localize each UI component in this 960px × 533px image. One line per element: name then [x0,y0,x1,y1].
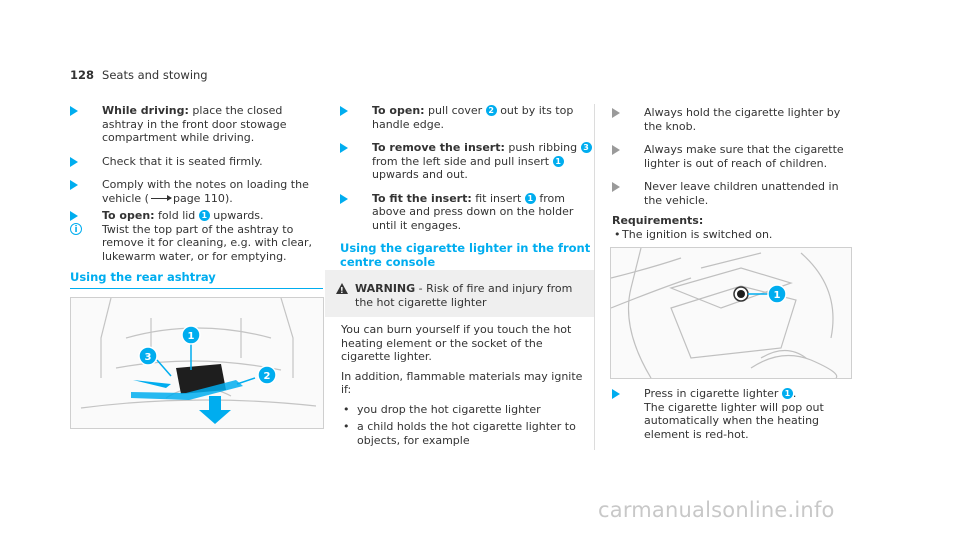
column-2 [340,104,595,242]
step-arrow-icon [70,180,78,190]
warning-box [325,270,594,450]
step-arrow-icon [70,106,78,116]
step-to-open-ashtray: To open: fold lid 1 upwards. [70,209,325,223]
warning-label: WARNING [355,282,416,295]
svg-text:1: 1 [187,331,195,342]
warning-left-divider [594,104,595,450]
callout-badge: 2 [486,105,497,116]
step-arrow-icon [70,211,78,221]
column-3-step [612,387,847,441]
step-arrow-icon [612,108,620,118]
callout-badge: 1 [525,193,536,204]
warning-paragraph: In addition, flammable materials may ignite if: [341,369,583,396]
svg-text:3: 3 [144,352,152,363]
step-while-driving: While driving: place the closed ashtray in the front door stowage compartment while driving. [70,104,325,145]
warning-body [325,317,594,447]
section-rear-ashtray [70,270,323,289]
callout-badge: 1 [199,210,210,221]
section-name: Seats and stowing [102,68,208,82]
callout-2-icon [258,366,276,384]
page-reference-arrow-icon [151,198,171,199]
page-reference-link[interactable]: page 110 [172,191,225,205]
step-arrow-icon [70,157,78,167]
warning-paragraph: You can burn yourself if you touch the hot heating element or the socket of the cigarette lighter. [341,323,572,363]
step-arrow-icon [340,106,348,116]
section-title: Using the rear ashtray [70,270,323,289]
warning-triangle-icon [336,283,348,294]
column-3 [612,106,847,217]
warning-header: ! WARNING - Risk of fire and injury from the hot cigarette lighter [325,270,594,317]
cigarette-lighter-drawing [611,248,851,378]
info-note: i Twist the top part of the ashtray to remove it for cleaning, e.g. with clear, lukewarm water, or for emptying. [70,223,325,264]
callout-badge: 3 [581,142,592,153]
page-number: 128 [70,68,95,82]
warning-step: Never leave children unattended in the vehicle. [612,180,847,207]
callout-1-icon [768,285,786,303]
callout-3-icon [139,347,157,365]
step-open-cover: To open: pull cover 2 out by its top handle edge. [340,104,595,131]
step-continuation: The cigarette lighter will pop out automatically when the heating element is red-hot. [644,400,824,441]
step-arrow-icon [340,143,348,153]
page-header [70,68,208,82]
svg-text:1: 1 [773,290,781,301]
step-remove-insert: To remove the insert: push ribbing 3 from the left side and pull insert 1 upwards and out. [340,141,595,182]
rear-ashtray-drawing [71,298,323,428]
step-arrow-icon [340,194,348,204]
rear-ashtray-illustration [70,297,324,429]
section-title: Using the cigarette lighter in the front centre console [340,241,594,274]
warning-step: Always hold the cigarette lighter by the knob. [612,106,847,133]
step-check-seated: Check that it is seated firmly. [70,155,325,169]
requirement-item: • The ignition is switched on. [612,228,772,242]
watermark: carmanualsonline.info [598,498,835,522]
cigarette-lighter-illustration [610,247,852,379]
callout-badge: 1 [782,388,793,399]
warning-bullet: • a child holds the hot cigarette lighter to objects, for example [341,420,584,447]
warning-step: Always make sure that the cigarette lighter is out of reach of children. [612,143,847,170]
info-icon: i [70,223,82,235]
step-press-lighter: Press in cigarette lighter 1 . The cigarette lighter will pop out automatically when the heating element is red-hot. [612,387,847,441]
svg-text:2: 2 [263,371,271,382]
callout-1-icon [182,326,200,344]
requirements-title: Requirements: [612,214,704,227]
step-comply-notes: Comply with the notes on loading the vehicle ( page 110). [70,178,325,205]
warning-bullet: • you drop the hot cigarette lighter [341,403,584,417]
step-arrow-icon [612,389,620,399]
callout-badge: 1 [553,156,564,167]
step-arrow-icon [612,145,620,155]
step-arrow-icon [612,182,620,192]
requirements [612,214,772,241]
column-1 [70,104,325,263]
step-fit-insert: To fit the insert: fit insert 1 from above and press down on the holder until it engages. [340,192,595,233]
